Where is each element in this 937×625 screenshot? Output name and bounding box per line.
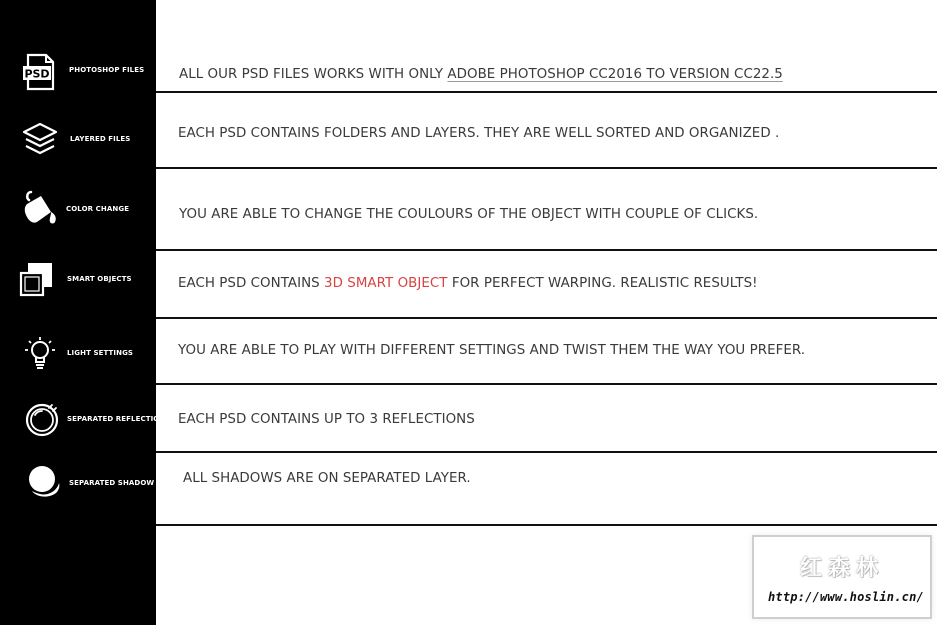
sidebar-item-separated-reflection: [0, 400, 166, 440]
row-text-prefix: ALL OUR PSD FILES WORKS WITH ONLY: [179, 67, 448, 82]
sidebar-item-label: PHOTOSHOP FILES: [69, 66, 145, 74]
paint-bucket-icon: [19, 188, 59, 228]
sidebar-item-layered-files: [0, 120, 156, 160]
feature-row-7: ALL SHADOWS ARE ON SEPARATED LAYER.: [183, 471, 471, 486]
sidebar-item-label: SEPARATED REFLECTION: [67, 415, 166, 423]
smart-object-icon: [17, 260, 57, 300]
row-divider: [156, 317, 937, 319]
row-divider: [156, 383, 937, 385]
sidebar-item-smart-objects: [0, 260, 156, 300]
row-divider: [156, 167, 937, 169]
sidebar-item-label: LAYERED FILES: [70, 135, 131, 143]
feature-sidebar: [0, 0, 166, 625]
watermark: [752, 535, 932, 619]
row-text-prefix: EACH PSD CONTAINS: [178, 276, 325, 291]
row-text-highlight: ADOBE PHOTOSHOP CC2016 TO VERSION CC22.5: [447, 67, 783, 82]
watermark-title: 红森林: [799, 555, 884, 581]
shadow-icon: [24, 463, 64, 503]
sidebar-item-label: SEPARATED SHADOW: [69, 479, 155, 487]
row-text-suffix: FOR PERFECT WARPING. REALISTIC RESULTS!: [447, 276, 758, 291]
feature-row-3: YOU ARE ABLE TO CHANGE THE COULOURS OF THE OBJECT WITH COUPLE OF CLICKS.: [179, 207, 759, 222]
sidebar-item-label: COLOR CHANGE: [66, 205, 130, 213]
sidebar-item-light-settings: [0, 334, 156, 374]
feature-row-2: EACH PSD CONTAINS FOLDERS AND LAYERS. THEY ARE WELL SORTED AND ORGANIZED .: [178, 126, 780, 141]
reflection-icon: [22, 400, 62, 440]
row-divider: [156, 451, 937, 453]
layers-icon: [20, 120, 60, 160]
feature-rows: [156, 0, 937, 625]
row-text-highlight: 3D SMART OBJECT: [324, 276, 448, 291]
row-divider: [156, 249, 937, 251]
feature-row-6: EACH PSD CONTAINS UP TO 3 REFLECTIONS: [178, 412, 475, 427]
feature-row-1: [179, 67, 783, 82]
light-bulb-icon: [20, 334, 60, 374]
sidebar-item-color-change: [0, 188, 156, 228]
feature-row-4: [178, 276, 758, 291]
sidebar-item-label: LIGHT SETTINGS: [67, 349, 134, 357]
sidebar-item-photoshop-files: [0, 52, 156, 92]
watermark-url: http://www.hoslin.cn/: [768, 590, 924, 604]
psd-file-icon: [20, 52, 60, 92]
row-divider: [156, 91, 937, 93]
sidebar-item-separated-shadow: [0, 463, 156, 503]
sidebar-item-label: SMART OBJECTS: [67, 275, 132, 283]
row-divider: [156, 524, 937, 526]
psd-icon-text: PSD: [24, 67, 50, 81]
feature-row-5: YOU ARE ABLE TO PLAY WITH DIFFERENT SETTINGS AND TWIST THEM THE WAY YOU PREFER.: [178, 343, 806, 358]
